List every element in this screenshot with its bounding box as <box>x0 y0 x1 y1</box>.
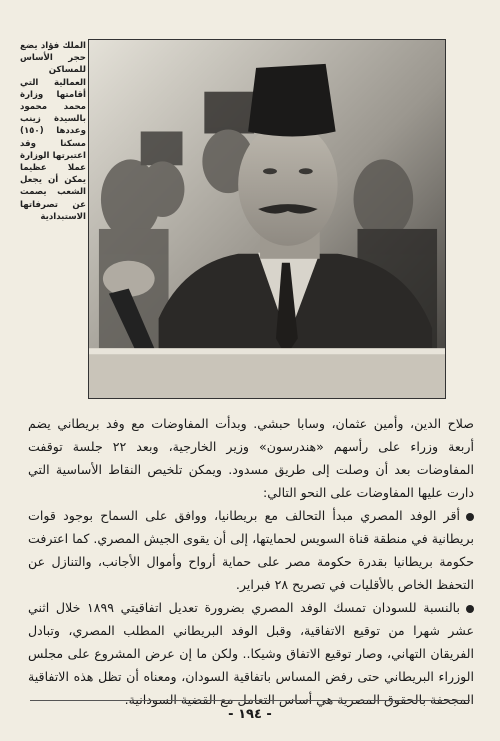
paragraph-2 <box>28 504 474 596</box>
photo-illustration <box>89 40 445 398</box>
bullet-icon <box>466 605 474 613</box>
page-number: - ١٩٤ - <box>228 707 272 722</box>
bullet-icon <box>466 513 474 521</box>
fez <box>248 64 336 137</box>
foundation-stone <box>89 348 445 398</box>
paragraph-1: صلاح الدين، وأمين عثمان، وسابا حبشي. وبدأت المفاوضات مع وفد بريطاني يضم أربعة وزراء على رأسهم «هندرسون» وزير الخارجية، وبعد ٢٢ جلسة توقفت المفاوضات بعد أن وصلت إلى طريق مسدود. ويمكن تلخيص النقاط الأساسية التي دارت عليها المفاوضات على النحو التالي: <box>28 416 474 500</box>
paragraph-2-text: أقر الوفد المصري مبدأ التحالف مع بريطانيا، ووافق على السماح بوجود قوات بريطانية في منطقة قناة السويس لحمايتها، إلى أن يقوى الجيش المصري. كما اعترفت حكومة بريطانيا بقدرة حكومة مصر على حماية أرواح وأموال الأجانب، والتنازل عن التحفظ الخاص بالأقليات في تصريح ٢٨ فبراير. <box>28 508 474 592</box>
historical-photograph <box>88 39 446 399</box>
paragraph-3 <box>28 596 474 711</box>
photo-caption: الملك فؤاد يضع حجر الأساس للمساكن العمالية التي أقامتها وزارة محمد محمود بالسيدة زينب وعددها (١٥٠) مسكنا وقد اعتبرتها الوزارة عملا عظيما يمكن أن يجعل الشعب يصمت عن تصرفاتها الاستبدادية <box>20 41 86 222</box>
paragraph-3-text: بالنسبة للسودان تمسك الوفد المصري بضرورة تعديل اتفاقيتي ١٨٩٩ خلال اثني عشر شهرا من توقيع الاتفاقية، وقبل الوفد البريطاني المطلب المصري، وتبادل الفريقان التهاني، وصار توقيع الاتفاق وشيكا.. ولكن ما إن عرض المشروع على مجلس الوزراء البريطاني حتى رفض المساس باتفاقية السودان، ومعناه أن تظل هذه الاتفاقية المجحفة بالحقوق المصرية هي أساس التعامل مع القضية السودانية. <box>28 600 474 707</box>
page-footer <box>30 700 470 731</box>
article-body <box>28 412 474 711</box>
face <box>238 123 337 246</box>
